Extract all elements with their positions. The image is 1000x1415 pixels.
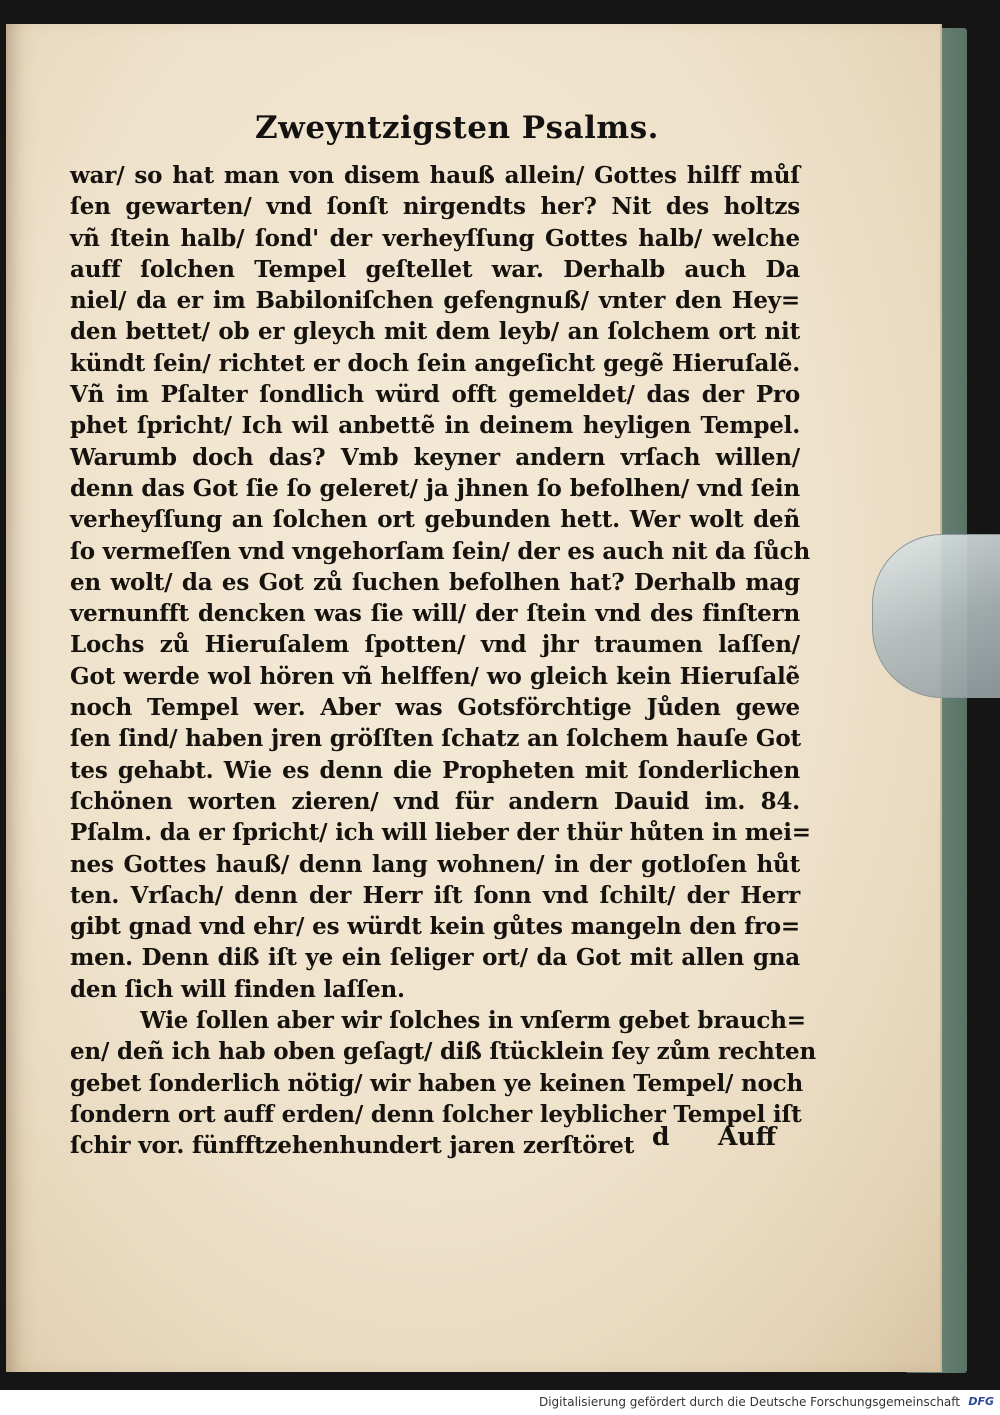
text-line: Wie ſollen aber wir ſolches in vnſerm gebet brauch= <box>140 1007 806 1035</box>
text-line: vñ ſtein halb/ ſond' der verheyſſung Gottes halb/ welche <box>70 224 800 252</box>
catchword: Auff <box>718 1122 777 1151</box>
text-line: war/ so hat man von disem hauß allein/ Gottes hilff můſ <box>70 162 800 189</box>
text-line: vernunfft dencken was ſie will/ der ſtein vnd des finſtern <box>70 600 800 628</box>
text-line: gebet ſonderlich nötig/ wir haben ye keinen Tempel/ noch <box>70 1069 803 1097</box>
text-line: ſen gewarten/ vnd ſonſt nirgendts her? Nit des holtzs <box>70 193 800 221</box>
text-line: Got werde wol hören vñ helffen/ wo gleich kein Hieruſalẽ <box>70 662 800 690</box>
text-line: ſen ſind/ haben jren gröſſten ſchatz an ſolchem hauſe Got <box>70 725 801 753</box>
page-clip <box>872 534 1000 698</box>
text-line: denn das Got ſie ſo geleret/ ja jhnen ſo befolhen/ vnd ſein <box>70 474 800 502</box>
text-line: nes Gottes hauß/ denn lang wohnen/ in der gotloſen hůt <box>70 850 800 878</box>
text-line: tes gehabt. Wie es denn die Propheten mit ſonderlichen <box>70 756 800 784</box>
text-line: ſo vermeſſen vnd vngehorſam ſein/ der es auch nit da ſůch <box>70 537 810 565</box>
text-line: auff ſolchen Tempel geſtellet war. Derhalb auch Da <box>70 255 800 283</box>
text-line: Pſalm. da er ſpricht/ ich will lieber der thür hůten in mei= <box>70 819 811 847</box>
text-line: ſondern ort auff erden/ denn ſolcher leyblicher Tempel iſt <box>70 1100 802 1128</box>
text-line: ſchir vor. fünfftzehenhundert jaren zerſtöret <box>70 1132 635 1160</box>
text-line: gibt gnad vnd ehr/ es würdt kein gůtes mangeln den fro= <box>70 913 800 941</box>
text-line: noch Tempel wer. Aber was Gotsförchtige Jůden gewe <box>70 694 800 722</box>
text-line: ſchönen worten zieren/ vnd für andern Dauid im. 84. <box>70 787 800 815</box>
text-line: niel/ da er im Babiloniſchen gefengnuß/ vnter den Hey= <box>70 287 800 315</box>
text-line: phet ſpricht/ Ich wil anbettẽ in deinem heyligen Tempel. <box>70 412 800 440</box>
text-line: den bettet/ ob er gleych mit dem leyb/ an ſolchem ort nit <box>70 318 800 346</box>
text-line: kündt ſein/ richtet er doch ſein angeſicht gegẽ Hieruſalẽ. <box>70 349 800 377</box>
running-header: Zweyntzigsten Psalms. <box>255 110 659 146</box>
funding-note: Digitalisierung gefördert durch die Deutsche Forschungsgemeinschaft <box>538 1395 960 1409</box>
text-line: Vñ im Pſalter ſondlich würd offt gemeldet/ das der Pro <box>70 381 800 409</box>
dfg-logo-icon: DFG <box>968 1395 994 1408</box>
text-line: den ſich will finden laſſen. <box>70 975 405 1003</box>
page-text <box>70 160 817 1162</box>
signature-mark: d <box>652 1122 670 1151</box>
text-line: verheyſſung an ſolchen ort gebunden hett. Wer wolt deñ <box>70 506 800 534</box>
text-line: men. Denn diß iſt ye ein ſeliger ort/ da Got mit allen gna <box>70 944 800 972</box>
footer-bar <box>0 1390 1000 1415</box>
text-line: ten. Vrſach/ denn der Herr iſt ſonn vnd ſchilt/ der Herr <box>70 881 800 909</box>
text-line: Warumb doch das? Vmb keyner andern vrſach willen/ <box>70 443 800 471</box>
text-line: Lochs zů Hieruſalem ſpotten/ vnd jhr traumen laſſen/ <box>70 631 800 659</box>
text-line: en wolt/ da es Got zů ſuchen befolhen hat? Derhalb mag <box>70 568 800 596</box>
text-line: en/ deñ ich hab oben geſagt/ diß ſtücklein ſey zům rechten <box>70 1038 817 1066</box>
